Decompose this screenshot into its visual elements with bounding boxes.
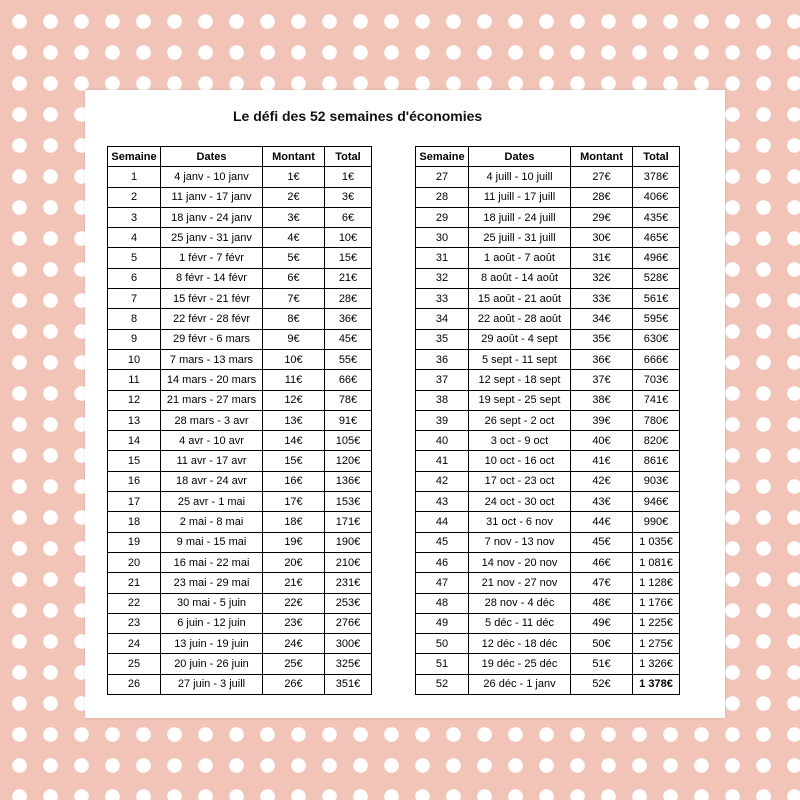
total-cell: 21€ xyxy=(325,268,372,288)
week-cell: 44 xyxy=(416,512,469,532)
total-cell: 120€ xyxy=(325,451,372,471)
amount-cell: 37€ xyxy=(571,370,633,390)
dates-cell: 16 mai - 22 mai xyxy=(161,552,263,572)
table-header-row xyxy=(416,147,680,167)
total-cell: 55€ xyxy=(325,349,372,369)
amount-cell: 18€ xyxy=(263,512,325,532)
amount-cell: 4€ xyxy=(263,228,325,248)
week-cell: 8 xyxy=(108,309,161,329)
table-row xyxy=(416,532,680,552)
dates-cell: 22 août - 28 août xyxy=(469,309,571,329)
week-cell: 14 xyxy=(108,431,161,451)
amount-cell: 3€ xyxy=(263,207,325,227)
amount-cell: 38€ xyxy=(571,390,633,410)
table-row xyxy=(108,390,372,410)
amount-cell: 27€ xyxy=(571,167,633,187)
dates-cell: 5 déc - 11 déc xyxy=(469,613,571,633)
total-cell: 946€ xyxy=(633,492,680,512)
amount-cell: 42€ xyxy=(571,471,633,491)
amount-cell: 15€ xyxy=(263,451,325,471)
week-cell: 42 xyxy=(416,471,469,491)
dates-cell: 17 oct - 23 oct xyxy=(469,471,571,491)
dates-cell: 21 nov - 27 nov xyxy=(469,573,571,593)
week-cell: 6 xyxy=(108,268,161,288)
dates-cell: 1 août - 7 août xyxy=(469,248,571,268)
amount-cell: 8€ xyxy=(263,309,325,329)
week-cell: 24 xyxy=(108,634,161,654)
dates-cell: 10 oct - 16 oct xyxy=(469,451,571,471)
table-row xyxy=(416,634,680,654)
dates-cell: 22 févr - 28 févr xyxy=(161,309,263,329)
table-row xyxy=(416,593,680,613)
total-cell: 91€ xyxy=(325,410,372,430)
total-cell: 465€ xyxy=(633,228,680,248)
week-cell: 21 xyxy=(108,573,161,593)
table-row xyxy=(416,492,680,512)
savings-table-left xyxy=(107,146,372,695)
amount-cell: 22€ xyxy=(263,593,325,613)
total-cell: 300€ xyxy=(325,634,372,654)
table-row xyxy=(108,207,372,227)
dates-cell: 11 janv - 17 janv xyxy=(161,187,263,207)
amount-cell: 34€ xyxy=(571,309,633,329)
week-cell: 32 xyxy=(416,268,469,288)
total-cell: 1 378€ xyxy=(633,674,680,694)
table-row xyxy=(416,167,680,187)
amount-cell: 14€ xyxy=(263,431,325,451)
week-cell: 43 xyxy=(416,492,469,512)
week-cell: 3 xyxy=(108,207,161,227)
week-cell: 50 xyxy=(416,634,469,654)
table-row xyxy=(416,390,680,410)
week-cell: 40 xyxy=(416,431,469,451)
amount-cell: 1€ xyxy=(263,167,325,187)
dates-cell: 18 janv - 24 janv xyxy=(161,207,263,227)
table-row xyxy=(416,228,680,248)
dates-cell: 12 déc - 18 déc xyxy=(469,634,571,654)
amount-cell: 5€ xyxy=(263,248,325,268)
header-total: Total xyxy=(633,147,680,167)
dates-cell: 11 avr - 17 avr xyxy=(161,451,263,471)
dates-cell: 12 sept - 18 sept xyxy=(469,370,571,390)
table-row xyxy=(108,573,372,593)
total-cell: 1 275€ xyxy=(633,634,680,654)
amount-cell: 24€ xyxy=(263,634,325,654)
table-row xyxy=(108,634,372,654)
amount-cell: 11€ xyxy=(263,370,325,390)
amount-cell: 45€ xyxy=(571,532,633,552)
week-cell: 7 xyxy=(108,289,161,309)
table-body-left xyxy=(108,167,372,695)
week-cell: 41 xyxy=(416,451,469,471)
week-cell: 47 xyxy=(416,573,469,593)
total-cell: 171€ xyxy=(325,512,372,532)
amount-cell: 39€ xyxy=(571,410,633,430)
total-cell: 703€ xyxy=(633,370,680,390)
table-row xyxy=(416,512,680,532)
amount-cell: 23€ xyxy=(263,613,325,633)
table-row xyxy=(108,289,372,309)
dates-cell: 4 juill - 10 juill xyxy=(469,167,571,187)
week-cell: 36 xyxy=(416,349,469,369)
amount-cell: 48€ xyxy=(571,593,633,613)
amount-cell: 43€ xyxy=(571,492,633,512)
total-cell: 1€ xyxy=(325,167,372,187)
total-cell: 10€ xyxy=(325,228,372,248)
week-cell: 28 xyxy=(416,187,469,207)
dates-cell: 15 févr - 21 févr xyxy=(161,289,263,309)
total-cell: 325€ xyxy=(325,654,372,674)
dates-cell: 20 juin - 26 juin xyxy=(161,654,263,674)
total-cell: 630€ xyxy=(633,329,680,349)
total-cell: 378€ xyxy=(633,167,680,187)
table-row xyxy=(108,329,372,349)
page-title: Le défi des 52 semaines d'économies xyxy=(233,108,483,124)
amount-cell: 46€ xyxy=(571,552,633,572)
dates-cell: 18 avr - 24 avr xyxy=(161,471,263,491)
amount-cell: 47€ xyxy=(571,573,633,593)
amount-cell: 17€ xyxy=(263,492,325,512)
table-header-row xyxy=(108,147,372,167)
table-row xyxy=(416,248,680,268)
table-row xyxy=(108,309,372,329)
table-row xyxy=(108,552,372,572)
amount-cell: 49€ xyxy=(571,613,633,633)
dates-cell: 23 mai - 29 mai xyxy=(161,573,263,593)
dates-cell: 25 juill - 31 juill xyxy=(469,228,571,248)
total-cell: 78€ xyxy=(325,390,372,410)
header-total: Total xyxy=(325,147,372,167)
dates-cell: 15 août - 21 août xyxy=(469,289,571,309)
dates-cell: 21 mars - 27 mars xyxy=(161,390,263,410)
amount-cell: 26€ xyxy=(263,674,325,694)
week-cell: 38 xyxy=(416,390,469,410)
table-row xyxy=(416,207,680,227)
table-row xyxy=(108,349,372,369)
week-cell: 1 xyxy=(108,167,161,187)
week-cell: 33 xyxy=(416,289,469,309)
dates-cell: 31 oct - 6 nov xyxy=(469,512,571,532)
total-cell: 741€ xyxy=(633,390,680,410)
total-cell: 45€ xyxy=(325,329,372,349)
amount-cell: 51€ xyxy=(571,654,633,674)
total-cell: 496€ xyxy=(633,248,680,268)
dates-cell: 7 mars - 13 mars xyxy=(161,349,263,369)
table-row xyxy=(108,613,372,633)
total-cell: 1 176€ xyxy=(633,593,680,613)
week-cell: 49 xyxy=(416,613,469,633)
amount-cell: 25€ xyxy=(263,654,325,674)
total-cell: 435€ xyxy=(633,207,680,227)
week-cell: 20 xyxy=(108,552,161,572)
total-cell: 351€ xyxy=(325,674,372,694)
total-cell: 1 326€ xyxy=(633,654,680,674)
dates-cell: 30 mai - 5 juin xyxy=(161,593,263,613)
dates-cell: 25 janv - 31 janv xyxy=(161,228,263,248)
dates-cell: 8 févr - 14 févr xyxy=(161,268,263,288)
total-cell: 990€ xyxy=(633,512,680,532)
total-cell: 780€ xyxy=(633,410,680,430)
week-cell: 18 xyxy=(108,512,161,532)
dates-cell: 27 juin - 3 juill xyxy=(161,674,263,694)
week-cell: 39 xyxy=(416,410,469,430)
amount-cell: 32€ xyxy=(571,268,633,288)
table-row xyxy=(416,309,680,329)
week-cell: 26 xyxy=(108,674,161,694)
table-row xyxy=(108,167,372,187)
amount-cell: 50€ xyxy=(571,634,633,654)
amount-cell: 21€ xyxy=(263,573,325,593)
total-cell: 903€ xyxy=(633,471,680,491)
total-cell: 6€ xyxy=(325,207,372,227)
week-cell: 45 xyxy=(416,532,469,552)
table-row xyxy=(416,268,680,288)
header-week: Semaine xyxy=(108,147,161,167)
table-row xyxy=(108,370,372,390)
amount-cell: 36€ xyxy=(571,349,633,369)
dates-cell: 13 juin - 19 juin xyxy=(161,634,263,654)
dates-cell: 4 janv - 10 janv xyxy=(161,167,263,187)
total-cell: 66€ xyxy=(325,370,372,390)
table-row xyxy=(416,289,680,309)
dates-cell: 19 déc - 25 déc xyxy=(469,654,571,674)
dates-cell: 6 juin - 12 juin xyxy=(161,613,263,633)
table-row xyxy=(416,329,680,349)
dates-cell: 2 mai - 8 mai xyxy=(161,512,263,532)
table-row xyxy=(108,512,372,532)
total-cell: 406€ xyxy=(633,187,680,207)
week-cell: 12 xyxy=(108,390,161,410)
header-week: Semaine xyxy=(416,147,469,167)
total-cell: 153€ xyxy=(325,492,372,512)
amount-cell: 13€ xyxy=(263,410,325,430)
header-amount: Montant xyxy=(571,147,633,167)
week-cell: 52 xyxy=(416,674,469,694)
dates-cell: 3 oct - 9 oct xyxy=(469,431,571,451)
dates-cell: 8 août - 14 août xyxy=(469,268,571,288)
header-amount: Montant xyxy=(263,147,325,167)
table-row xyxy=(108,492,372,512)
amount-cell: 41€ xyxy=(571,451,633,471)
dates-cell: 28 nov - 4 déc xyxy=(469,593,571,613)
header-dates: Dates xyxy=(469,147,571,167)
week-cell: 4 xyxy=(108,228,161,248)
table-row xyxy=(416,654,680,674)
amount-cell: 31€ xyxy=(571,248,633,268)
week-cell: 15 xyxy=(108,451,161,471)
savings-table-right xyxy=(415,146,680,695)
week-cell: 29 xyxy=(416,207,469,227)
table-row xyxy=(416,370,680,390)
table-row xyxy=(108,593,372,613)
total-cell: 1 128€ xyxy=(633,573,680,593)
total-cell: 861€ xyxy=(633,451,680,471)
dates-cell: 29 févr - 6 mars xyxy=(161,329,263,349)
total-cell: 820€ xyxy=(633,431,680,451)
amount-cell: 6€ xyxy=(263,268,325,288)
dates-cell: 24 oct - 30 oct xyxy=(469,492,571,512)
week-cell: 48 xyxy=(416,593,469,613)
total-cell: 253€ xyxy=(325,593,372,613)
amount-cell: 29€ xyxy=(571,207,633,227)
amount-cell: 28€ xyxy=(571,187,633,207)
table-row xyxy=(416,613,680,633)
amount-cell: 35€ xyxy=(571,329,633,349)
total-cell: 1 225€ xyxy=(633,613,680,633)
table-row xyxy=(108,228,372,248)
amount-cell: 7€ xyxy=(263,289,325,309)
total-cell: 231€ xyxy=(325,573,372,593)
total-cell: 210€ xyxy=(325,552,372,572)
amount-cell: 19€ xyxy=(263,532,325,552)
total-cell: 1 035€ xyxy=(633,532,680,552)
amount-cell: 30€ xyxy=(571,228,633,248)
dates-cell: 18 juill - 24 juill xyxy=(469,207,571,227)
week-cell: 9 xyxy=(108,329,161,349)
week-cell: 30 xyxy=(416,228,469,248)
table-row xyxy=(416,410,680,430)
week-cell: 37 xyxy=(416,370,469,390)
week-cell: 23 xyxy=(108,613,161,633)
table-row xyxy=(108,471,372,491)
week-cell: 16 xyxy=(108,471,161,491)
amount-cell: 33€ xyxy=(571,289,633,309)
amount-cell: 2€ xyxy=(263,187,325,207)
amount-cell: 16€ xyxy=(263,471,325,491)
dates-cell: 4 avr - 10 avr xyxy=(161,431,263,451)
amount-cell: 52€ xyxy=(571,674,633,694)
table-row xyxy=(108,532,372,552)
table-row xyxy=(108,248,372,268)
header-dates: Dates xyxy=(161,147,263,167)
amount-cell: 20€ xyxy=(263,552,325,572)
amount-cell: 9€ xyxy=(263,329,325,349)
dates-cell: 29 août - 4 sept xyxy=(469,329,571,349)
dates-cell: 26 sept - 2 oct xyxy=(469,410,571,430)
total-cell: 36€ xyxy=(325,309,372,329)
savings-sheet xyxy=(85,90,725,718)
week-cell: 25 xyxy=(108,654,161,674)
table-row xyxy=(416,573,680,593)
table-row xyxy=(108,431,372,451)
table-row xyxy=(416,471,680,491)
week-cell: 46 xyxy=(416,552,469,572)
table-row xyxy=(416,431,680,451)
week-cell: 11 xyxy=(108,370,161,390)
table-row xyxy=(108,451,372,471)
amount-cell: 44€ xyxy=(571,512,633,532)
dates-cell: 7 nov - 13 nov xyxy=(469,532,571,552)
week-cell: 31 xyxy=(416,248,469,268)
total-cell: 276€ xyxy=(325,613,372,633)
total-cell: 15€ xyxy=(325,248,372,268)
table-row xyxy=(108,654,372,674)
table-row xyxy=(108,187,372,207)
amount-cell: 10€ xyxy=(263,349,325,369)
dates-cell: 26 déc - 1 janv xyxy=(469,674,571,694)
total-cell: 105€ xyxy=(325,431,372,451)
table-row xyxy=(416,349,680,369)
amount-cell: 12€ xyxy=(263,390,325,410)
total-cell: 3€ xyxy=(325,187,372,207)
table-row xyxy=(416,187,680,207)
dates-cell: 14 mars - 20 mars xyxy=(161,370,263,390)
total-cell: 190€ xyxy=(325,532,372,552)
total-cell: 595€ xyxy=(633,309,680,329)
dates-cell: 1 févr - 7 févr xyxy=(161,248,263,268)
dates-cell: 14 nov - 20 nov xyxy=(469,552,571,572)
total-cell: 666€ xyxy=(633,349,680,369)
week-cell: 10 xyxy=(108,349,161,369)
total-cell: 528€ xyxy=(633,268,680,288)
table-row xyxy=(416,674,680,694)
table-row xyxy=(108,410,372,430)
dates-cell: 5 sept - 11 sept xyxy=(469,349,571,369)
week-cell: 22 xyxy=(108,593,161,613)
week-cell: 2 xyxy=(108,187,161,207)
table-body-right xyxy=(416,167,680,695)
total-cell: 28€ xyxy=(325,289,372,309)
week-cell: 13 xyxy=(108,410,161,430)
table-row xyxy=(108,674,372,694)
week-cell: 17 xyxy=(108,492,161,512)
dates-cell: 9 mai - 15 mai xyxy=(161,532,263,552)
amount-cell: 40€ xyxy=(571,431,633,451)
table-row xyxy=(416,451,680,471)
table-row xyxy=(108,268,372,288)
week-cell: 35 xyxy=(416,329,469,349)
total-cell: 1 081€ xyxy=(633,552,680,572)
week-cell: 5 xyxy=(108,248,161,268)
total-cell: 136€ xyxy=(325,471,372,491)
week-cell: 34 xyxy=(416,309,469,329)
dates-cell: 25 avr - 1 mai xyxy=(161,492,263,512)
week-cell: 27 xyxy=(416,167,469,187)
dates-cell: 19 sept - 25 sept xyxy=(469,390,571,410)
dates-cell: 11 juill - 17 juill xyxy=(469,187,571,207)
table-row xyxy=(416,552,680,572)
total-cell: 561€ xyxy=(633,289,680,309)
week-cell: 51 xyxy=(416,654,469,674)
dates-cell: 28 mars - 3 avr xyxy=(161,410,263,430)
week-cell: 19 xyxy=(108,532,161,552)
